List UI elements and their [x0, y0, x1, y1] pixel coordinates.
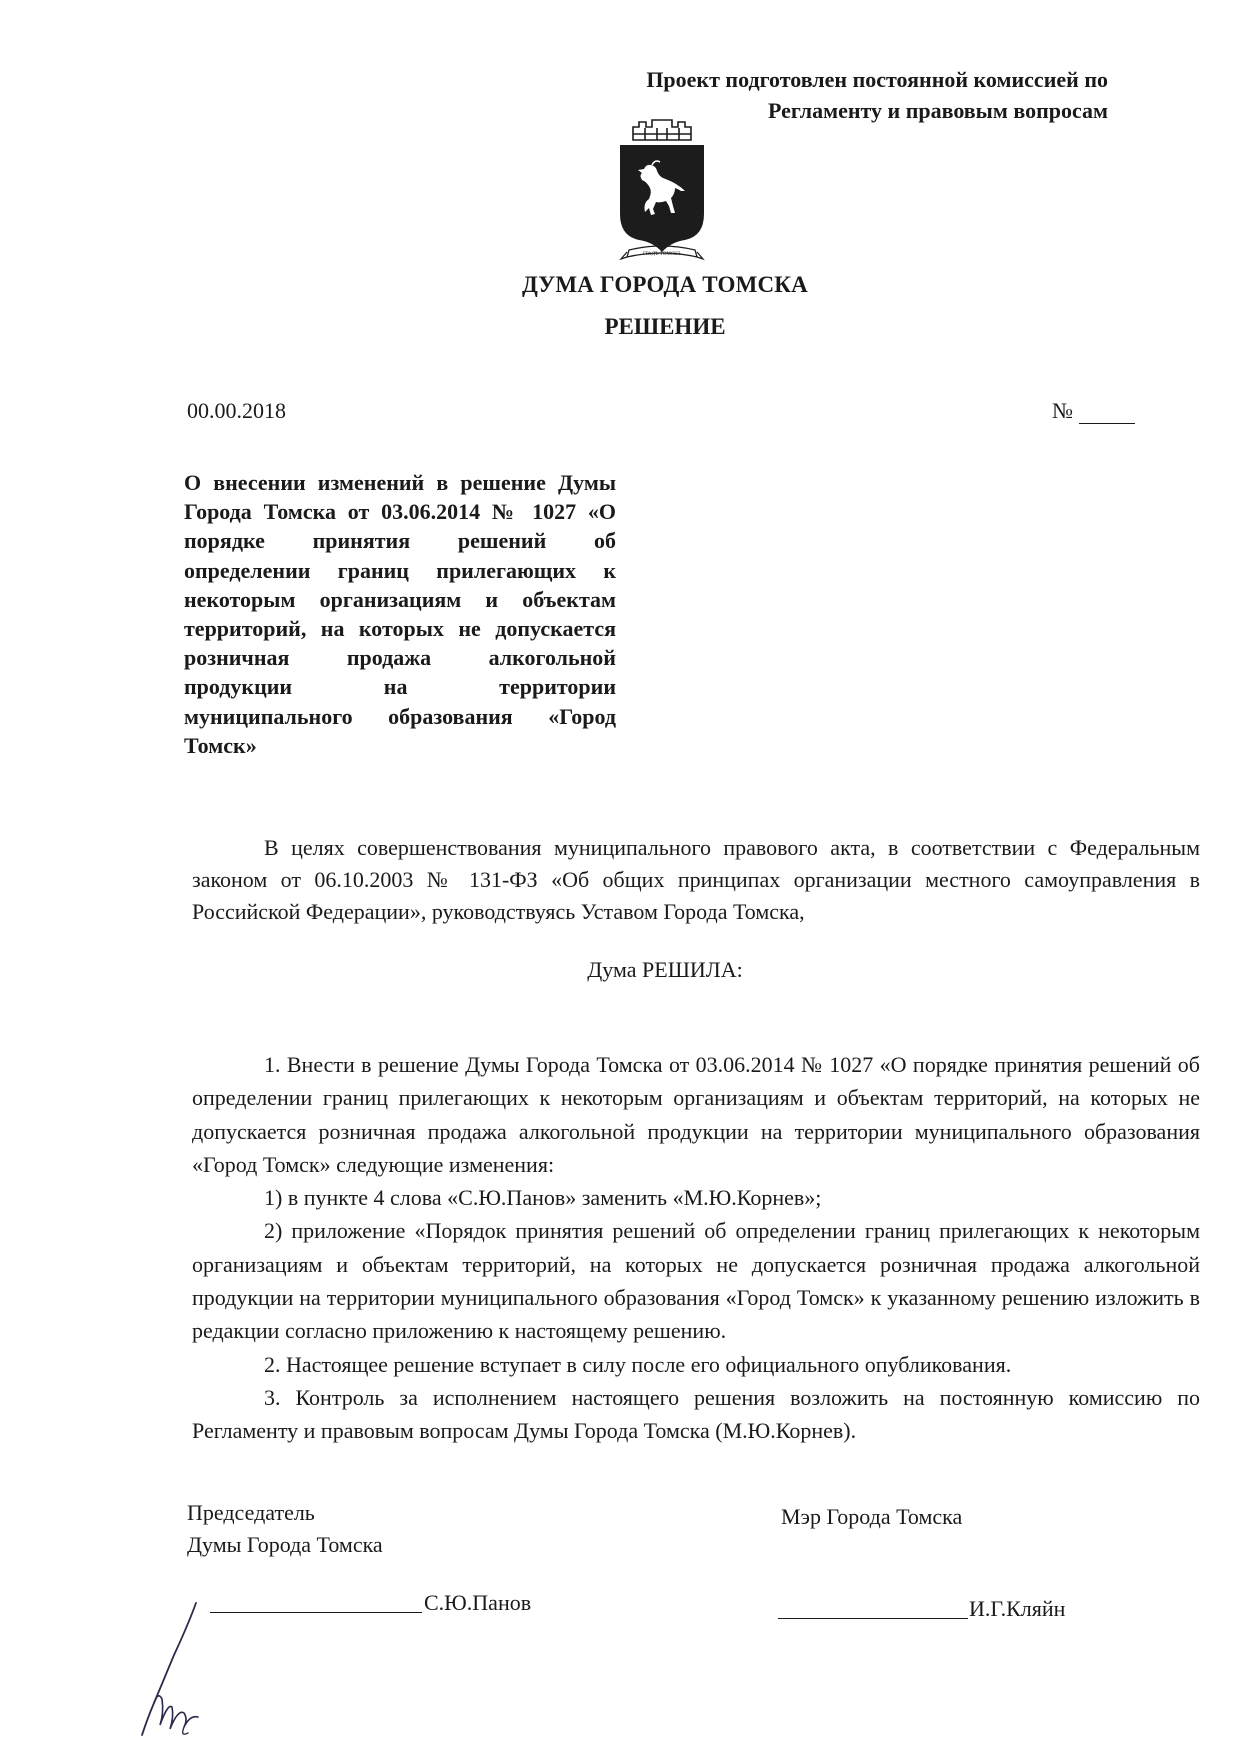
resolution-heading: Дума РЕШИЛА:	[587, 957, 743, 982]
project-note-line-2: Регламенту и правовым вопросам	[767, 98, 1108, 123]
emblem-motto: ГРАДЪ ТОМСКЪ	[642, 252, 682, 257]
resolution-item: 1) в пункте 4 слова «С.Ю.Панов» заменить «М.Ю.Корнев»;	[264, 1185, 822, 1211]
document-subject: О внесении изменений в решение Думы Города Томска от 03.06.2014 № 1027 «О порядке принятия решений об определении границ прилегающих к некоторым организациям и объектам территорий, на которых не допускается розничная продажа алкогольной продукции на территории муниципального образования «Город Томск»	[184, 470, 616, 758]
number-blank-line	[1079, 401, 1135, 424]
mayor-name: И.Г.Кляйн	[969, 1596, 1066, 1621]
chairman-title-line-2: Думы Города Томска	[187, 1532, 383, 1557]
chairman-title	[187, 1497, 383, 1561]
mayor-signature-line	[778, 1618, 968, 1619]
resolution-item: 2) приложение «Порядок принятия решений об определении границ прилегающих к некоторым организациям и объектам территорий, на которых не допускается розничная продажа алкогольной продукции на территории муниципального образования «Город Томск» к указанному решению изложить в редакции согласно приложению к настоящему решению.	[192, 1218, 1200, 1344]
resolution-item: 3. Контроль за исполнением настоящего решения возложить на постоянную комиссию по Регламенту и правовым вопросам Думы Города Томска (М.Ю.Корнев).	[192, 1384, 1200, 1444]
chairman-title-line-1: Председатель	[187, 1500, 315, 1525]
preamble-paragraph: В целях совершенствования муниципального правового акта, в соответствии с Федеральным законом от 06.10.2003 № 131-ФЗ «Об общих принципах организации местного самоуправления в Российской Федерации», руководствуясь Уставом Города Томска,	[192, 835, 1200, 924]
document-number	[1052, 398, 1135, 424]
resolution-item: 2. Настоящее решение вступает в силу после его официального опубликования.	[264, 1351, 1012, 1377]
chairman-name: С.Ю.Панов	[424, 1590, 532, 1615]
document-type-title: РЕШЕНИЕ	[604, 314, 726, 339]
chairman-signature-line	[210, 1612, 422, 1613]
resolution-item: 1. Внести в решение Думы Города Томска от 03.06.2014 № 1027 «О порядке принятия решений об определении границ прилегающих к некоторым организациям и объектам территорий, на которых не допускается розничная продажа алкогольной продукции на территории муниципального образования «Город Томск» следующие изменения:	[192, 1052, 1200, 1177]
handwritten-signature-icon	[118, 1595, 228, 1745]
project-note	[646, 64, 1108, 126]
project-note-line-1: Проект подготовлен постоянной комиссией по	[646, 67, 1108, 92]
document-date: 00.00.2018	[187, 398, 286, 423]
tomsk-coat-of-arms-icon	[615, 118, 709, 266]
resolution-items	[192, 1048, 1200, 1448]
mayor-title: Мэр Города Томска	[781, 1504, 963, 1529]
organization-title: ДУМА ГОРОДА ТОМСКА	[522, 272, 808, 297]
number-label: №	[1052, 398, 1073, 423]
